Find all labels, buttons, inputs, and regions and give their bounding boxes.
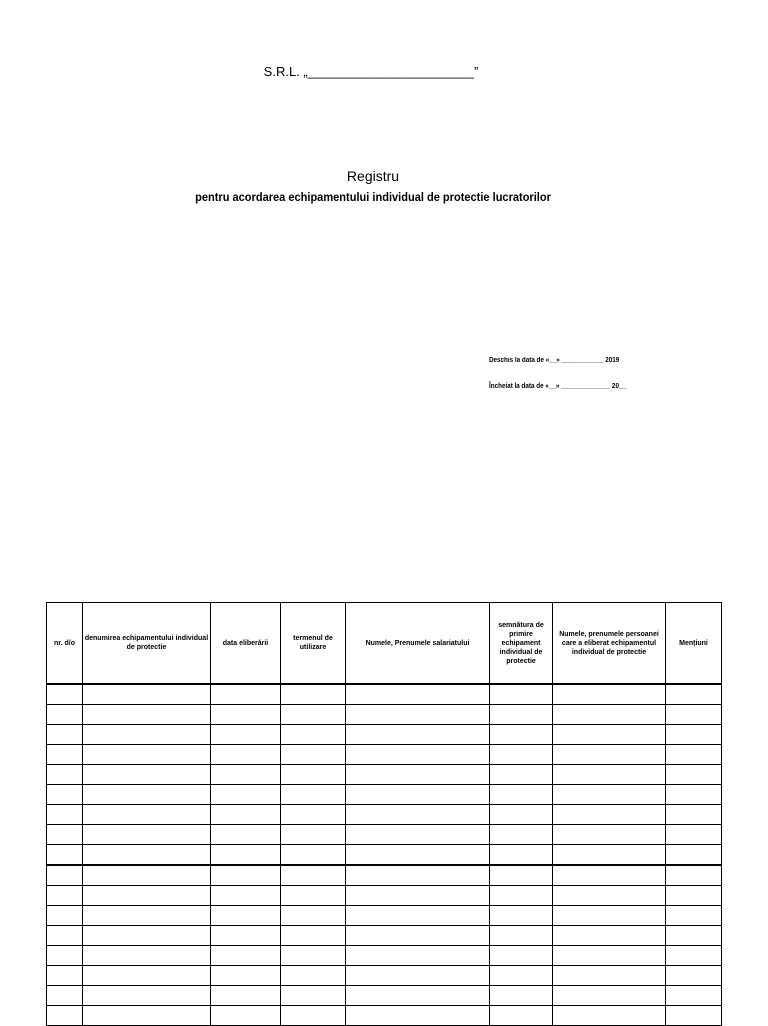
table-cell-remarks[interactable] [666,986,722,1006]
column-header-issue-date: data eliberării [211,603,281,685]
table-cell-issuer-name[interactable] [553,886,666,906]
table-cell-employee-name[interactable] [346,946,490,966]
table-cell-equipment-name[interactable] [83,705,211,725]
table-cell-equipment-name[interactable] [83,765,211,785]
table-cell-employee-name[interactable] [346,684,490,705]
table-cell-remarks[interactable] [666,946,722,966]
table-cell-remarks[interactable] [666,865,722,886]
table-cell-nr[interactable] [47,765,83,785]
table-cell-issuer-name[interactable] [553,1006,666,1026]
table-cell-equipment-name[interactable] [83,986,211,1006]
table-cell-remarks[interactable] [666,705,722,725]
table-cell-nr[interactable] [47,906,83,926]
table-cell-equipment-name[interactable] [83,745,211,765]
table-cell-receipt-signature[interactable] [490,946,553,966]
table-cell-usage-term[interactable] [281,946,346,966]
table-cell-issue-date[interactable] [211,725,281,745]
table-cell-employee-name[interactable] [346,745,490,765]
table-row [47,865,722,886]
table-row [47,684,722,705]
table-cell-issuer-name[interactable] [553,805,666,825]
table-cell-usage-term[interactable] [281,966,346,986]
table-cell-nr[interactable] [47,705,83,725]
column-header-issuer-name: Numele, prenumele persoanei care a eliberat echipamentul individual de protectie [553,603,666,685]
table-row [47,966,722,986]
table-cell-equipment-name[interactable] [83,725,211,745]
table-cell-usage-term[interactable] [281,926,346,946]
table-cell-equipment-name[interactable] [83,886,211,906]
table-cell-receipt-signature[interactable] [490,785,553,805]
table-cell-issue-date[interactable] [211,805,281,825]
table-cell-receipt-signature[interactable] [490,845,553,866]
table-cell-issue-date[interactable] [211,765,281,785]
column-header-usage-term: termenul de utilizare [281,603,346,685]
table-cell-receipt-signature[interactable] [490,926,553,946]
table-header-row [47,603,722,685]
table-cell-issuer-name[interactable] [553,705,666,725]
table-row [47,825,722,845]
table-cell-receipt-signature[interactable] [490,684,553,705]
table-cell-nr[interactable] [47,886,83,906]
opened-date-line: Deschis la data de «__» ____________ 2019 [489,357,620,364]
table-cell-remarks[interactable] [666,1006,722,1026]
table-cell-usage-term[interactable] [281,1006,346,1026]
table-cell-receipt-signature[interactable] [490,886,553,906]
table-cell-issue-date[interactable] [211,886,281,906]
table-cell-usage-term[interactable] [281,986,346,1006]
table-cell-usage-term[interactable] [281,725,346,745]
table-cell-employee-name[interactable] [346,805,490,825]
table-cell-remarks[interactable] [666,926,722,946]
table-cell-nr[interactable] [47,785,83,805]
table-row [47,845,722,866]
table-cell-equipment-name[interactable] [83,906,211,926]
table-cell-employee-name[interactable] [346,906,490,926]
table-cell-employee-name[interactable] [346,725,490,745]
table-cell-usage-term[interactable] [281,906,346,926]
table-cell-remarks[interactable] [666,886,722,906]
table-cell-equipment-name[interactable] [83,785,211,805]
table-cell-issue-date[interactable] [211,926,281,946]
table-cell-receipt-signature[interactable] [490,966,553,986]
table-cell-receipt-signature[interactable] [490,906,553,926]
table-cell-usage-term[interactable] [281,705,346,725]
table-row [47,1006,722,1026]
table-cell-receipt-signature[interactable] [490,805,553,825]
table-cell-nr[interactable] [47,966,83,986]
table-cell-nr[interactable] [47,946,83,966]
table-cell-issuer-name[interactable] [553,785,666,805]
table-cell-nr[interactable] [47,865,83,886]
table-row [47,926,722,946]
table-cell-employee-name[interactable] [346,986,490,1006]
table-cell-issuer-name[interactable] [553,745,666,765]
column-header-equipment-name: denumirea echipamentului individual de protectie [83,603,211,685]
table-cell-issuer-name[interactable] [553,684,666,705]
table-cell-equipment-name[interactable] [83,805,211,825]
table-cell-receipt-signature[interactable] [490,865,553,886]
table-cell-issuer-name[interactable] [553,986,666,1006]
table-cell-issue-date[interactable] [211,865,281,886]
table-cell-nr[interactable] [47,745,83,765]
table-cell-nr[interactable] [47,805,83,825]
table-cell-equipment-name[interactable] [83,966,211,986]
table-cell-usage-term[interactable] [281,825,346,845]
column-header-employee-name: Numele, Prenumele salariatului [346,603,490,685]
table-cell-receipt-signature[interactable] [490,986,553,1006]
table-cell-issue-date[interactable] [211,845,281,866]
table-cell-remarks[interactable] [666,805,722,825]
table-cell-remarks[interactable] [666,906,722,926]
column-header-remarks: Mențiuni [666,603,722,685]
document-subtitle: pentru acordarea echipamentului individual de protectie lucratorilor [195,190,551,204]
table-cell-usage-term[interactable] [281,805,346,825]
table-cell-usage-term[interactable] [281,765,346,785]
table-cell-equipment-name[interactable] [83,926,211,946]
table-cell-employee-name[interactable] [346,865,490,886]
table-cell-equipment-name[interactable] [83,845,211,866]
table-cell-usage-term[interactable] [281,745,346,765]
table-cell-issue-date[interactable] [211,785,281,805]
table-cell-nr[interactable] [47,845,83,866]
table-cell-issue-date[interactable] [211,684,281,705]
closed-date-line: Încheiat la data de «__» ______________ 20__ [489,383,626,390]
table-row [47,765,722,785]
table-cell-employee-name[interactable] [346,966,490,986]
table-body [47,684,722,1026]
table-cell-employee-name[interactable] [346,765,490,785]
table-cell-nr[interactable] [47,986,83,1006]
table-cell-equipment-name[interactable] [83,684,211,705]
table-cell-equipment-name[interactable] [83,1006,211,1026]
table-cell-receipt-signature[interactable] [490,765,553,785]
table-cell-issuer-name[interactable] [553,926,666,946]
table-cell-issuer-name[interactable] [553,725,666,745]
table-row [47,946,722,966]
document-title: Registru [346,168,400,184]
table-cell-equipment-name[interactable] [83,825,211,845]
table-row [47,986,722,1006]
table-cell-issue-date[interactable] [211,986,281,1006]
table-cell-usage-term[interactable] [281,785,346,805]
table-cell-nr[interactable] [47,825,83,845]
table-cell-receipt-signature[interactable] [490,825,553,845]
table-cell-issue-date[interactable] [211,705,281,725]
table-row [47,886,722,906]
column-header-receipt-signature: semnătura de primire echipament individual de protectie [490,603,553,685]
table-row [47,745,722,765]
table-cell-nr[interactable] [47,725,83,745]
table-row [47,705,722,725]
table-cell-nr[interactable] [47,1006,83,1026]
table-cell-receipt-signature[interactable] [490,725,553,745]
table-cell-employee-name[interactable] [346,845,490,866]
table-cell-equipment-name[interactable] [83,946,211,966]
company-line: S.R.L. „_______________________” [263,64,479,79]
table-cell-issue-date[interactable] [211,906,281,926]
table-row [47,725,722,745]
table-cell-usage-term[interactable] [281,886,346,906]
table-cell-remarks[interactable] [666,765,722,785]
table-row [47,805,722,825]
table-cell-issuer-name[interactable] [553,946,666,966]
table-cell-remarks[interactable] [666,845,722,866]
table-cell-usage-term[interactable] [281,684,346,705]
table-cell-remarks[interactable] [666,785,722,805]
table-cell-remarks[interactable] [666,745,722,765]
table-cell-equipment-name[interactable] [83,865,211,886]
table-cell-issuer-name[interactable] [553,825,666,845]
table-cell-issue-date[interactable] [211,966,281,986]
table-cell-issue-date[interactable] [211,825,281,845]
table-cell-employee-name[interactable] [346,705,490,725]
table-cell-employee-name[interactable] [346,825,490,845]
table-cell-remarks[interactable] [666,725,722,745]
table-cell-receipt-signature[interactable] [490,1006,553,1026]
table-cell-remarks[interactable] [666,966,722,986]
table-cell-issuer-name[interactable] [553,865,666,886]
register-table [46,602,722,1026]
table-row [47,785,722,805]
table-cell-remarks[interactable] [666,825,722,845]
table-cell-employee-name[interactable] [346,886,490,906]
table-cell-issue-date[interactable] [211,745,281,765]
table-cell-issuer-name[interactable] [553,906,666,926]
table-cell-remarks[interactable] [666,684,722,705]
table-cell-usage-term[interactable] [281,865,346,886]
table-cell-nr[interactable] [47,926,83,946]
table-cell-receipt-signature[interactable] [490,705,553,725]
table-cell-employee-name[interactable] [346,785,490,805]
table-cell-nr[interactable] [47,684,83,705]
table-cell-issue-date[interactable] [211,1006,281,1026]
table-row [47,906,722,926]
table-cell-issuer-name[interactable] [553,966,666,986]
table-cell-issue-date[interactable] [211,946,281,966]
table-cell-receipt-signature[interactable] [490,745,553,765]
table-cell-issuer-name[interactable] [553,765,666,785]
table-cell-employee-name[interactable] [346,1006,490,1026]
table-cell-usage-term[interactable] [281,845,346,866]
table-cell-issuer-name[interactable] [553,845,666,866]
table-cell-employee-name[interactable] [346,926,490,946]
column-header-nr: nr. d/o [47,603,83,685]
